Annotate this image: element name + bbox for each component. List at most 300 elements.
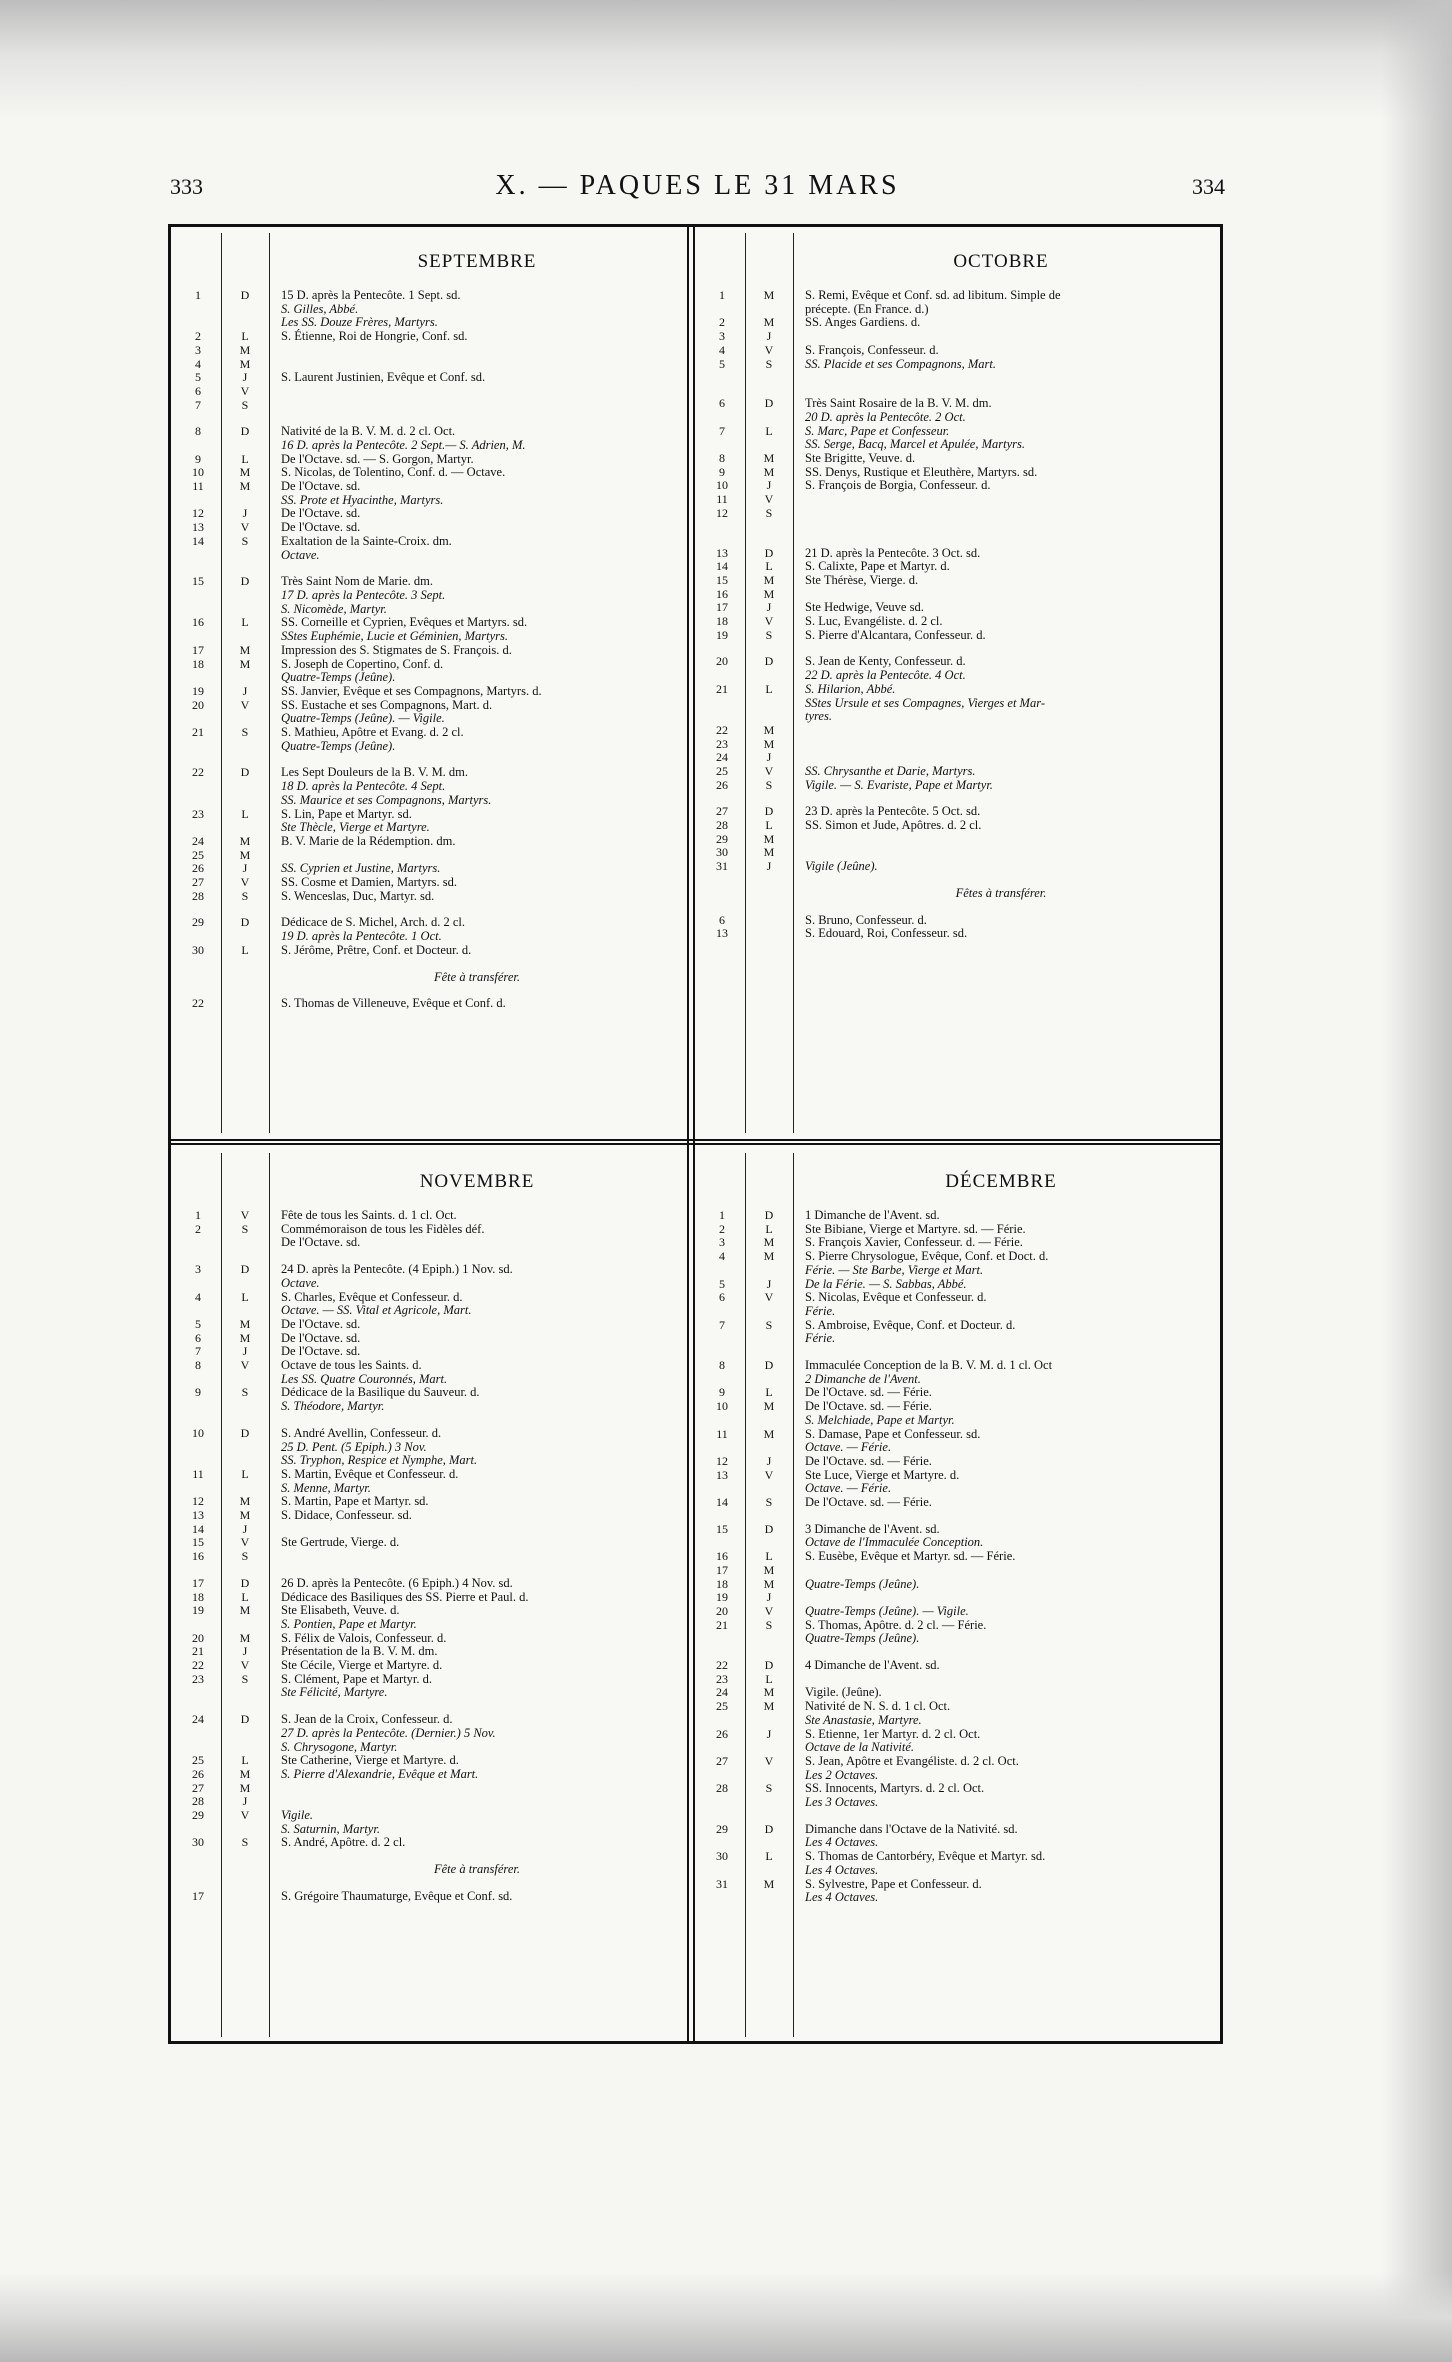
month-septembre <box>177 233 681 1133</box>
calendar-row <box>177 766 681 780</box>
feast-text: Immaculée Conception de la B. V. M. d. 1 cl. Oct <box>805 1358 1053 1373</box>
feast-text: S. Lin, Pape et Martyr. sd. <box>281 806 412 821</box>
calendar-row <box>177 453 681 467</box>
calendar-row <box>701 1496 1205 1510</box>
weekday-letter: J <box>242 1794 248 1809</box>
weekday-letter: D <box>764 1358 774 1373</box>
calendar-row <box>701 1455 1205 1469</box>
row-gap <box>701 371 1205 384</box>
day-number: 28 <box>716 818 728 833</box>
feast-text: De l'Octave. sd. <box>281 506 361 521</box>
transfer-title: Fête à transférer. <box>434 969 520 984</box>
calendar-row <box>177 1727 681 1741</box>
weekday-letter: M <box>763 1699 775 1714</box>
calendar-row <box>701 724 1205 738</box>
weekday-letter: M <box>763 288 775 302</box>
month-novembre <box>177 1153 681 2037</box>
weekday-letter: V <box>240 520 250 535</box>
weekday-letter: L <box>241 1289 249 1304</box>
day-number: 13 <box>716 926 728 941</box>
calendar-row <box>177 439 681 453</box>
weekday-letter: M <box>763 1235 775 1250</box>
calendar-row <box>177 1523 681 1537</box>
row-gap <box>701 1810 1205 1823</box>
calendar-row <box>177 358 681 372</box>
day-number: 18 <box>716 614 728 628</box>
day-number: 3 <box>195 342 201 357</box>
calendar-row <box>177 316 681 330</box>
calendar-row <box>701 1428 1205 1442</box>
feast-text: S. Nicolas, Evêque et Confesseur. d. <box>805 1290 987 1305</box>
calendar-row <box>177 1400 681 1414</box>
feast-text: Octave de l'Immaculée Conception. <box>805 1535 984 1550</box>
feast-text: De l'Octave. sd. <box>281 479 361 494</box>
day-number: 9 <box>195 451 201 466</box>
feast-text: S. Melchiade, Pape et Martyr. <box>805 1412 955 1427</box>
weekday-letter: J <box>242 683 248 698</box>
day-number: 4 <box>719 342 725 357</box>
calendar-row <box>177 1345 681 1359</box>
calendar-row <box>701 846 1205 860</box>
day-number: 17 <box>192 1888 204 1903</box>
weekday-letter: L <box>241 1589 249 1604</box>
calendar-row <box>177 1223 681 1237</box>
day-number: 7 <box>195 397 201 412</box>
feast-text: S. François, Confesseur. d. <box>805 342 939 357</box>
day-number: 2 <box>719 1221 725 1236</box>
day-number: 25 <box>716 1699 728 1714</box>
feast-text: Quatre-Temps (Jeûne). <box>805 1576 920 1591</box>
feast-text: S. Pontien, Pape et Martyr. <box>281 1616 417 1631</box>
day-list <box>701 1209 1205 1905</box>
calendar-row <box>177 1795 681 1809</box>
weekday-letter: M <box>239 833 251 848</box>
day-number: 27 <box>192 875 204 890</box>
day-number: 4 <box>195 1289 201 1304</box>
day-number: 11 <box>716 492 728 507</box>
calendar-row <box>177 726 681 740</box>
feast-text: S. Martin, Evêque et Confesseur. d. <box>281 1466 459 1481</box>
feast-text: De l'Octave. sd. <box>281 1235 361 1250</box>
calendar-row <box>177 330 681 344</box>
day-number: 16 <box>716 586 728 601</box>
day-number: 18 <box>192 1589 204 1604</box>
feast-text: Octave. <box>281 547 320 562</box>
calendar-row <box>701 1305 1205 1319</box>
calendar-row <box>701 1632 1205 1646</box>
day-number: 8 <box>195 1358 201 1373</box>
calendar-row <box>177 808 681 822</box>
calendar-row <box>177 1836 681 1850</box>
feast-text: Octave. <box>281 1275 320 1290</box>
calendar-row <box>701 1414 1205 1428</box>
calendar-row <box>177 589 681 603</box>
calendar-row <box>701 615 1205 629</box>
weekday-letter: S <box>765 1317 773 1332</box>
feast-text: SStes Ursule et ses Compagnes, Vierges et Mar- <box>805 695 1045 710</box>
calendar-row <box>701 1564 1205 1578</box>
row-gap <box>177 958 681 971</box>
calendar-row <box>701 1728 1205 1742</box>
day-number: 8 <box>719 1358 725 1373</box>
calendar-row <box>701 1755 1205 1769</box>
feast-text: SS. Cosme et Damien, Martyrs. sd. <box>281 875 458 890</box>
calendar-row <box>701 479 1205 493</box>
day-number: 23 <box>192 1671 204 1686</box>
day-number: 19 <box>716 1590 728 1605</box>
day-number: 10 <box>192 1425 204 1440</box>
feast-text: SS. Prote et Hyacinthe, Martyrs. <box>281 492 444 507</box>
day-number: 7 <box>719 423 725 438</box>
feast-text: 1 Dimanche de l'Avent. sd. <box>805 1208 940 1222</box>
day-number: 11 <box>192 1466 204 1481</box>
calendar-row <box>177 1509 681 1523</box>
day-number: 5 <box>719 1276 725 1291</box>
weekday-letter: D <box>240 1262 250 1277</box>
calendar-row <box>701 1700 1205 1714</box>
feast-text: Quatre-Temps (Jeûne). <box>805 1631 920 1646</box>
day-number: 3 <box>719 1235 725 1250</box>
weekday-letter: S <box>241 1221 249 1236</box>
weekday-letter: L <box>765 1385 773 1400</box>
day-number: 26 <box>716 1726 728 1741</box>
weekday-letter: V <box>764 763 774 778</box>
weekday-letter: V <box>764 1753 774 1768</box>
weekday-letter: M <box>239 1494 251 1509</box>
day-number: 20 <box>716 1603 728 1618</box>
calendar-row <box>177 1632 681 1646</box>
feast-text: SS. Tryphon, Respice et Nymphe, Mart. <box>281 1453 478 1468</box>
weekday-letter: D <box>240 765 250 780</box>
feast-text: 15 D. après la Pentecôte. 1 Sept. sd. <box>281 288 461 302</box>
feast-text: Quatre-Temps (Jeûne). <box>281 670 396 685</box>
feast-text: Ste Anastasie, Martyre. <box>805 1712 922 1727</box>
day-number: 18 <box>716 1576 728 1591</box>
feast-text: S. Jérôme, Prêtre, Conf. et Docteur. d. <box>281 942 472 957</box>
calendar-row <box>701 1250 1205 1264</box>
calendar-row <box>701 1482 1205 1496</box>
calendar-row <box>177 1304 681 1318</box>
day-number: 16 <box>192 1549 204 1564</box>
weekday-letter: V <box>764 614 774 628</box>
calendar-row <box>177 1890 681 1904</box>
feast-text: S. Charles, Evêque et Confesseur. d. <box>281 1289 463 1304</box>
calendar-row <box>701 860 1205 874</box>
weekday-letter: S <box>241 397 249 412</box>
calendar-row <box>701 805 1205 819</box>
calendar-row <box>177 997 681 1011</box>
day-number: 17 <box>192 642 204 657</box>
feast-text: De l'Octave. sd. <box>281 1344 361 1359</box>
row-gap <box>701 534 1205 547</box>
feast-text: Vigile. — S. Evariste, Pape et Martyr. <box>805 777 993 792</box>
feast-text: S. François Xavier, Confesseur. d. — Férie. <box>805 1235 1023 1250</box>
day-number: 4 <box>719 1249 725 1264</box>
transfer-title: Fêtes à transférer. <box>955 885 1047 900</box>
weekday-letter: J <box>766 329 772 344</box>
day-number: 14 <box>716 1495 728 1510</box>
calendar-row <box>177 699 681 713</box>
feast-text: De l'Octave. sd. <box>281 520 361 535</box>
calendar-row <box>701 1536 1205 1550</box>
day-number: 25 <box>192 847 204 862</box>
day-number: 7 <box>719 1317 725 1332</box>
feast-text: S. Clément, Pape et Martyr. d. <box>281 1671 433 1686</box>
feast-text: S. Calixte, Pape et Martyr. d. <box>805 559 950 574</box>
weekday-letter: D <box>240 1425 250 1440</box>
calendar-row <box>177 1550 681 1564</box>
feast-text: S. André Avellin, Confesseur. d. <box>281 1425 442 1440</box>
calendar-row <box>701 358 1205 372</box>
horizontal-double-rule <box>171 1139 1220 1145</box>
row-gap <box>701 901 1205 914</box>
calendar-row <box>177 740 681 754</box>
weekday-letter: S <box>241 533 249 548</box>
calendar-row <box>701 1864 1205 1878</box>
feast-text: Octave. — SS. Vital et Agricole, Mart. <box>281 1303 472 1318</box>
day-number: 26 <box>192 1766 204 1781</box>
weekday-letter: J <box>242 506 248 521</box>
calendar-row <box>177 876 681 890</box>
feast-text: Les Sept Douleurs de la B. V. M. dm. <box>281 765 469 780</box>
day-number: 27 <box>716 804 728 819</box>
feast-text: Très Saint Rosaire de la B. V. M. dm. <box>805 396 992 411</box>
calendar-row <box>701 1373 1205 1387</box>
calendar-row <box>701 914 1205 928</box>
calendar-row <box>177 344 681 358</box>
calendar-row <box>701 1264 1205 1278</box>
feast-text: Présentation de la B. V. M. dm. <box>281 1644 438 1659</box>
weekday-letter: V <box>764 342 774 357</box>
day-number: 6 <box>719 912 725 927</box>
feast-text: précepte. (En France. d.) <box>805 301 929 316</box>
weekday-letter: S <box>241 888 249 903</box>
calendar-row <box>177 1686 681 1700</box>
feast-text: Ste Catherine, Vierge et Martyre. d. <box>281 1753 459 1768</box>
calendar-row <box>177 507 681 521</box>
feast-text: SS. Chrysanthe et Darie, Martyrs. <box>805 763 976 778</box>
vertical-double-rule <box>687 227 695 2041</box>
day-list <box>701 289 1205 941</box>
weekday-letter: M <box>763 451 775 466</box>
feast-text: Les 4 Octaves. <box>805 1890 879 1905</box>
calendar-row <box>701 710 1205 724</box>
feast-text: Les 2 Octaves. <box>805 1767 879 1782</box>
calendar-row <box>177 466 681 480</box>
weekday-letter: M <box>239 1766 251 1781</box>
feast-text: De l'Octave. sd. <box>281 1316 361 1331</box>
calendar-row <box>177 671 681 685</box>
weekday-letter: M <box>763 1876 775 1891</box>
calendar-row <box>701 438 1205 452</box>
weekday-letter: S <box>765 777 773 792</box>
weekday-letter: S <box>241 1549 249 1564</box>
day-number: 8 <box>195 424 201 439</box>
calendar-row <box>701 344 1205 358</box>
calendar-row <box>701 819 1205 833</box>
feast-text: Exaltation de la Sainte-Croix. dm. <box>281 533 452 548</box>
calendar-row <box>177 780 681 794</box>
calendar-row <box>177 930 681 944</box>
weekday-letter: M <box>239 1780 251 1795</box>
weekday-letter: M <box>763 1576 775 1591</box>
calendar-row <box>177 944 681 958</box>
calendar-row <box>701 1236 1205 1250</box>
feast-text: 27 D. après la Pentecôte. (Dernier.) 5 Nov. <box>281 1725 496 1740</box>
calendar-row <box>701 1878 1205 1892</box>
weekday-letter: V <box>240 1535 250 1550</box>
month-title: OCTOBRE <box>953 251 1049 272</box>
calendar-row <box>701 588 1205 602</box>
day-number: 24 <box>192 1712 204 1727</box>
weekday-letter: L <box>241 615 249 630</box>
weekday-letter: M <box>763 586 775 601</box>
calendar-row <box>701 1441 1205 1455</box>
feast-text: Nativité de la B. V. M. d. 2 cl. Oct. <box>281 424 456 439</box>
calendar-row <box>177 794 681 808</box>
feast-text: Ste Félicité, Martyre. <box>281 1685 388 1700</box>
feast-text: Vigile. (Jeûne). <box>805 1685 882 1700</box>
calendar-row <box>701 833 1205 847</box>
weekday-letter: M <box>239 1603 251 1618</box>
weekday-letter: S <box>765 505 773 520</box>
day-list <box>177 1209 681 1904</box>
day-number: 27 <box>716 1753 728 1768</box>
feast-text: S. Joseph de Copertino, Conf. d. <box>281 656 444 671</box>
calendar-row <box>177 480 681 494</box>
day-number: 11 <box>716 1426 728 1441</box>
calendar-row <box>701 1550 1205 1564</box>
calendar-row <box>701 452 1205 466</box>
feast-text: SS. Eustache et ses Compagnons, Mart. d. <box>281 697 493 712</box>
feast-text: De l'Octave. sd. — Férie. <box>805 1453 932 1468</box>
weekday-letter: S <box>241 725 249 740</box>
calendar-row <box>177 1782 681 1796</box>
day-number: 25 <box>192 1753 204 1768</box>
feast-text: S. Bruno, Confesseur. d. <box>805 912 927 927</box>
weekday-letter: M <box>763 1426 775 1441</box>
feast-text: S. Jean, Apôtre et Evangéliste. d. 2 cl. Oct. <box>805 1753 1019 1768</box>
day-number: 6 <box>195 383 201 398</box>
calendar-frame <box>168 224 1223 2044</box>
feast-text: S. Jean de la Croix, Confesseur. d. <box>281 1712 453 1727</box>
day-number: 18 <box>192 656 204 671</box>
feast-text: Dédicace des Basiliques des SS. Pierre et Paul. d. <box>281 1589 529 1604</box>
calendar-row <box>701 303 1205 317</box>
day-number: 17 <box>192 1575 204 1590</box>
weekday-letter: M <box>763 831 775 846</box>
weekday-letter: D <box>240 288 250 302</box>
day-number: 2 <box>195 1221 201 1236</box>
day-number: 19 <box>716 627 728 642</box>
day-number: 14 <box>716 559 728 574</box>
feast-text: Quatre-Temps (Jeûne). <box>281 738 396 753</box>
calendar-row <box>701 493 1205 507</box>
feast-text: S. Nicomède, Martyr. <box>281 601 387 616</box>
feast-text: S. Damase, Pape et Confesseur. sd. <box>805 1426 981 1441</box>
row-gap <box>177 1877 681 1890</box>
row-gap <box>701 874 1205 887</box>
feast-text: 16 D. après la Pentecôte. 2 Sept.— S. Adrien, M. <box>281 437 526 452</box>
weekday-letter: L <box>765 818 773 833</box>
feast-text: Vigile. <box>281 1808 314 1823</box>
feast-text: S. Mathieu, Apôtre et Evang. d. 2 cl. <box>281 725 464 740</box>
weekday-letter: L <box>765 1549 773 1564</box>
row-gap <box>177 1850 681 1863</box>
weekday-letter: L <box>765 423 773 438</box>
calendar-row <box>701 411 1205 425</box>
weekday-letter: M <box>239 342 251 357</box>
day-number: 24 <box>192 833 204 848</box>
feast-text: 24 D. après la Pentecôte. (4 Epiph.) 1 Nov. sd. <box>281 1262 513 1277</box>
weekday-letter: J <box>766 1276 772 1291</box>
feast-text: Ste Elisabeth, Veuve. d. <box>281 1603 400 1618</box>
day-number: 17 <box>716 600 728 615</box>
weekday-letter: V <box>764 1467 774 1482</box>
weekday-letter: V <box>764 1290 774 1305</box>
row-gap <box>701 1646 1205 1659</box>
weekday-letter: M <box>239 1330 251 1345</box>
day-number: 30 <box>716 1849 728 1864</box>
calendar-row <box>701 629 1205 643</box>
day-number: 13 <box>716 545 728 560</box>
feast-text: De la Férie. — S. Sabbas, Abbé. <box>805 1276 967 1291</box>
calendar-row <box>177 1577 681 1591</box>
feast-text: Ste Thècle, Vierge et Martyre. <box>281 820 430 835</box>
calendar-row <box>701 1359 1205 1373</box>
feast-text: Très Saint Nom de Marie. dm. <box>281 574 433 589</box>
day-number: 6 <box>719 396 725 411</box>
calendar-row <box>701 316 1205 330</box>
calendar-row <box>701 1209 1205 1223</box>
calendar-row <box>177 1441 681 1455</box>
month-decembre <box>701 1153 1205 2037</box>
feast-text: 25 D. Pent. (5 Epiph.) 3 Nov. <box>281 1439 427 1454</box>
feast-text: SS. Janvier, Evêque et ses Compagnons, Martyrs. d. <box>281 683 542 698</box>
calendar-row <box>701 1823 1205 1837</box>
weekday-letter: L <box>765 1221 773 1236</box>
feast-text: Fête de tous les Saints. d. 1 cl. Oct. <box>281 1208 457 1222</box>
weekday-letter: L <box>241 806 249 821</box>
calendar-row <box>177 1291 681 1305</box>
feast-text: Ste Gertrude, Vierge. d. <box>281 1535 400 1550</box>
calendar-row <box>701 1291 1205 1305</box>
calendar-row <box>177 712 681 726</box>
calendar-row <box>701 1891 1205 1905</box>
feast-text: Férie. <box>805 1331 836 1346</box>
day-number: 19 <box>192 683 204 698</box>
day-number: 28 <box>716 1781 728 1796</box>
weekday-letter: J <box>242 370 248 385</box>
calendar-row <box>177 1809 681 1823</box>
weekday-letter: L <box>765 681 773 696</box>
day-number: 22 <box>716 722 728 737</box>
feast-text: S. Wenceslas, Duc, Martyr. sd. <box>281 888 435 903</box>
weekday-letter: S <box>241 1835 249 1850</box>
day-number: 9 <box>719 464 725 479</box>
day-number: 20 <box>716 654 728 669</box>
calendar-row <box>701 738 1205 752</box>
weekday-letter: M <box>763 1685 775 1700</box>
feast-text: De l'Octave. sd. — S. Gorgon, Martyr. <box>281 451 474 466</box>
calendar-row <box>701 1796 1205 1810</box>
weekday-letter: V <box>240 1208 250 1222</box>
calendar-row <box>701 547 1205 561</box>
day-number: 21 <box>192 1644 204 1659</box>
day-number: 1 <box>719 1208 725 1222</box>
calendar-row <box>177 1659 681 1673</box>
day-number: 29 <box>716 831 728 846</box>
